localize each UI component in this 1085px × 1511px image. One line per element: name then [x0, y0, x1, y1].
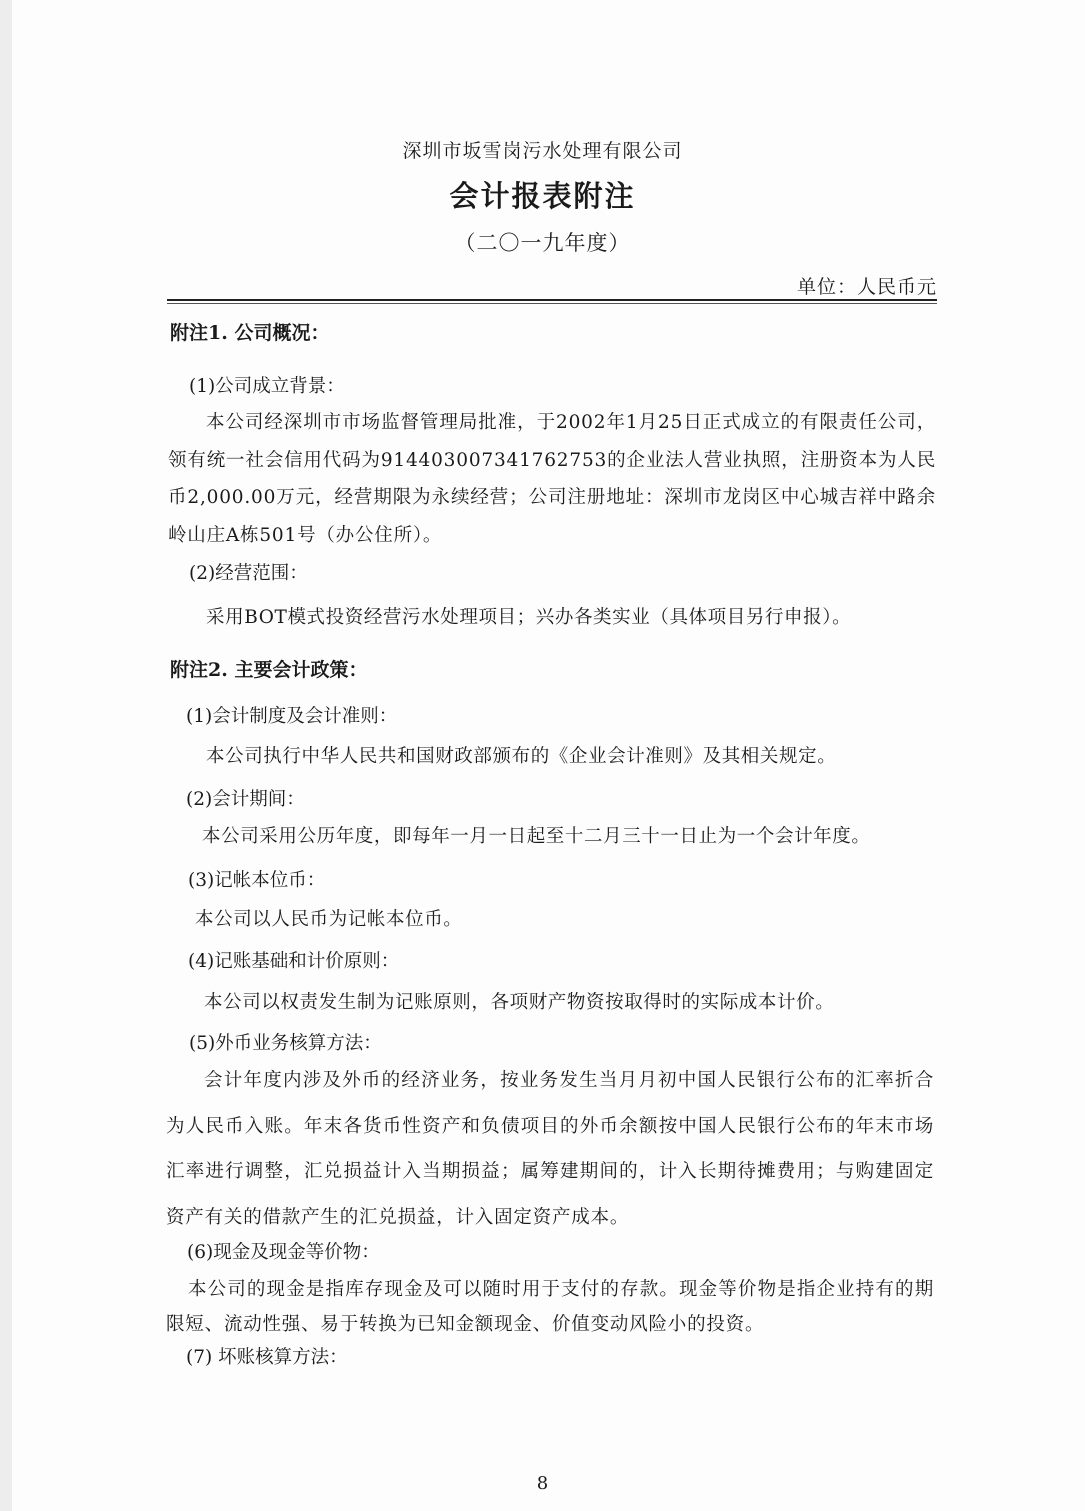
note1-s2-body: 采用BOT模式投资经营污水处理项目；兴办各类实业（具体项目另行申报）。 [206, 607, 852, 628]
note2-s5-title: (5)外币业务核算方法： [189, 1033, 382, 1054]
note2-s6-body: 本公司的现金是指库存现金及可以随时用于支付的存款。现金等价物是指企业持有的期限短、流动性强、易于转换为已知金额现金、价值变动风险小的投资。 [166, 1279, 934, 1335]
note2-s1-body: 本公司执行中华人民共和国财政部颁布的《企业会计准则》及其相关规定。 [206, 746, 837, 767]
currency-unit: 单位：人民币元 [796, 276, 937, 298]
note2-s4-title: (4)记账基础和计价原则： [188, 951, 400, 972]
note2-s6-title: (6)现金及现金等价物： [187, 1242, 380, 1263]
note2-s3-body: 本公司以人民币为记帐本位币。 [195, 909, 463, 930]
header-rule-thin [167, 303, 937, 304]
note2-heading: 附注2. 主要会计政策： [170, 659, 368, 681]
note1-s1-title: (1)公司成立背景： [189, 376, 345, 397]
note2-s5-body: 会计年度内涉及外币的经济业务，按业务发生当月月初中国人民银行公布的汇率折合为人民币入账。年末各货币性资产和负债项目的外币余额按中国人民银行公布的年末市场汇率进行调整，汇兑损益计入当期损益；属筹建期间的，计入长期待摊费用；与购建固定资产有关的借款产生的汇兑损益，计入固定资产成本。 [166, 1070, 934, 1228]
note1-s1-body: 本公司经深圳市市场监督管理局批准，于2002年1月25日正式成立的有限责任公司，领有统一社会信用代码为914403007341762753的企业法人营业执照，注册资本为人民币2,000.00万元，经营期限为永续经营；公司注册地址：深圳市龙岗区中心城吉祥中路余岭山庄A栋501号（办公住所）。 [168, 412, 936, 546]
page-number: 8 [536, 1473, 549, 1494]
note1-heading: 附注1. 公司概况： [170, 322, 330, 344]
document-title: 会计报表附注 [449, 179, 636, 213]
header-rule [167, 299, 937, 301]
note2-s3-title: (3)记帐本位币： [188, 870, 326, 891]
company-name: 深圳市坂雪岗污水处理有限公司 [402, 140, 683, 162]
note2-s1-title: (1)会计制度及会计准则： [186, 706, 398, 727]
note2-s4-body: 本公司以权责发生制为记账原则，各项财产物资按取得时的实际成本计价。 [204, 992, 835, 1013]
note2-s7-title: (7) 坏账核算方法： [186, 1347, 348, 1368]
note2-s2-body: 本公司采用公历年度，即每年一月一日起至十二月三十一日止为一个会计年度。 [202, 826, 871, 847]
note2-s2-title: (2)会计期间： [186, 789, 305, 810]
note1-s2-title: (2)经营范围： [189, 563, 308, 584]
fiscal-year: （二〇一九年度） [454, 231, 631, 255]
